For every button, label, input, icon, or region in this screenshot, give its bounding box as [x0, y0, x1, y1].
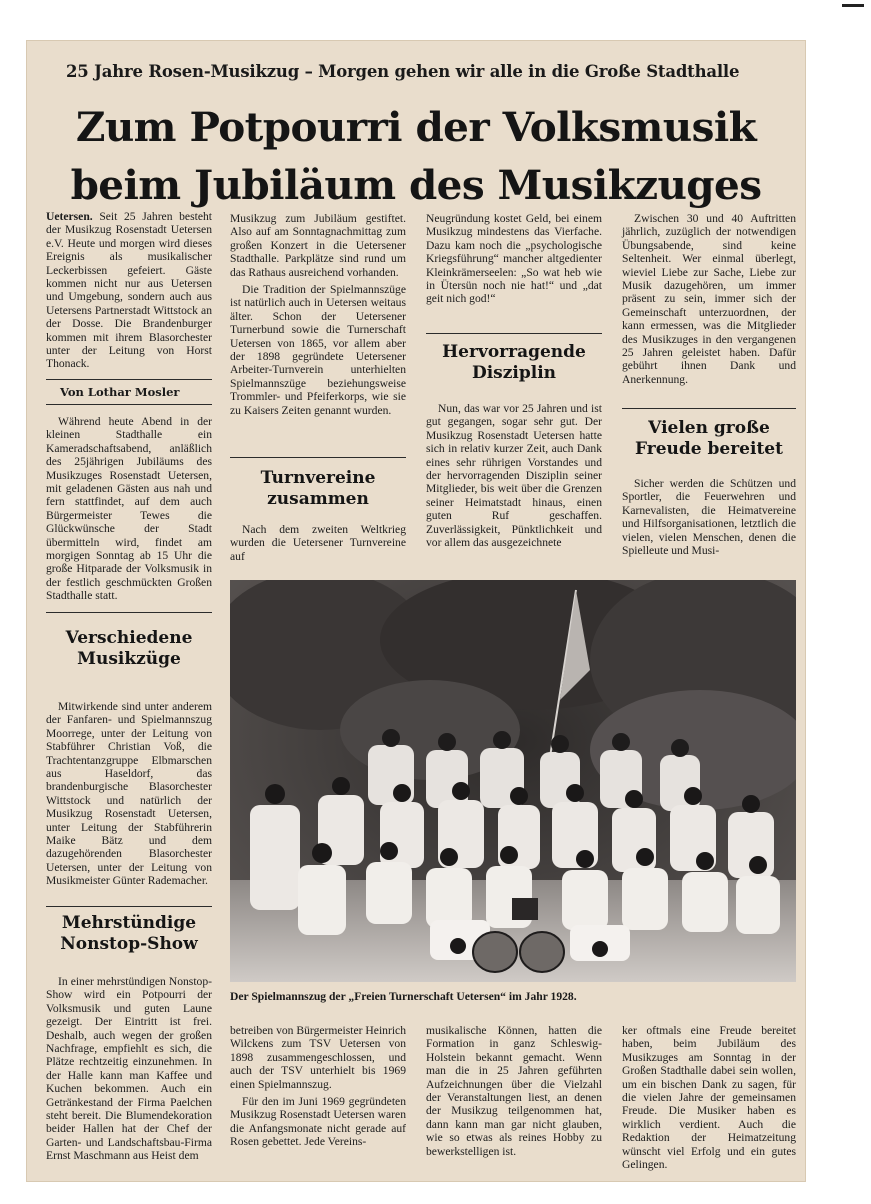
- paragraph: ker oftmals eine Freude bereitet haben, beim Jubiläum des Musikzuges am Sonntag in der Großen Stadthalle dabei sein wollen, um ein bischen Dank zu sagen, für die vielen Jahre der gemeinsamen Freude. Die Musiker haben es wirklich verdient. Auch die Redaktion der Heimatzeitung wünscht viel Erfolg und ein gutes Gelingen.: [622, 1024, 796, 1172]
- column-3-top: [426, 212, 602, 310]
- divider: [46, 379, 212, 380]
- column-2-top: [230, 212, 406, 421]
- divider: [426, 333, 602, 334]
- column-1-top: [46, 210, 212, 375]
- column-1-body: [46, 415, 212, 607]
- divider: [230, 457, 406, 458]
- corner-mark: [842, 4, 864, 7]
- subheading-nonstop: Mehrstündige Nonstop-Show: [60, 913, 198, 954]
- paragraph-intro: [46, 210, 212, 371]
- byline: Von Lothar Mosler: [60, 385, 180, 399]
- column-1-bottom: [46, 975, 212, 1167]
- paragraph: Zwischen 30 und 40 Auftritten jährlich, zuzüglich der notwendigen Übungsabende, sind keine Seltenheit. Wer einmal überlegt, wieviel Liebe zur Sache, Liebe zur Musik dazugehören, um immer präsent zu sein, immer sich der Gemeinschaft unterzuordnen, der kann ermessen, was die Mitglieder des Musikzuges in den vergangenen 25 Jahren geleistet haben. Dafür gebührt ihnen Dank und Anerkennung.: [622, 212, 796, 386]
- column-4-mid: [622, 477, 796, 561]
- photo-caption: Der Spielmannszug der „Freien Turnerschaft Uetersen“ im Jahr 1928.: [230, 990, 577, 1003]
- kicker-line: 25 Jahre Rosen-Musikzug – Morgen gehen wir alle in die Große Stadthalle: [66, 62, 740, 81]
- subheading-disziplin: Hervorragende Disziplin: [442, 342, 586, 383]
- paragraph: Mitwirkende sind unter anderem der Fanfaren- und Spielmannszug Moorrege, unter der Leitung von Stabführer Christian Voß, die Trachtentanzgruppe Elbmarschen aus Haseldorf, das brandenburgische Blasorchester Wittstock und natürlich der Musikzug Rosenstadt Uetersen, unter Leitung der Stabführerin Maike Bätz und dem dazugehörenden Blasorchester Uetersen, unter der Leitung von Musikmeister Günter Rademacher.: [46, 700, 212, 888]
- divider: [46, 906, 212, 907]
- paragraph: Musikzug zum Jubiläum gestiftet. Also auf am Sonntagnachmittag zum großen Konzert in die Uetersener Stadthalle. Parkplätze sind rund um das Rathaus ausreichend vorhanden.: [230, 212, 406, 279]
- divider: [46, 404, 212, 405]
- column-3-bottom: [426, 1024, 602, 1162]
- paragraph: In einer mehrstündigen Nonstop-Show wird ein Potpourri der Volksmusik und guten Laune gezeigt. Der Eintritt ist frei. Deshalb, auch wegen der großen Nachfrage, empfiehlt es sich, die Plätze rechtzeitig einzunehmen. In der Halle kann man Kaffee und Kuchen bekommen. Auch ein Getränkestand der Firma Paelchen steht bereit. Die Blumendekoration beider Hallen hat der Chef der Garten- und Landschaftsbau-Firma Ernst Maschmann aus Heist dem: [46, 975, 212, 1163]
- headline-line-1: Zum Potpourri der Volksmusik: [75, 103, 757, 151]
- paragraph: betreiben von Bürgermeister Heinrich Wilckens zum TSV Uetersen von 1898 zusammengeschlossen, und auch der TSV unterhielt bis 1969 einen Spielmannszug.: [230, 1024, 406, 1091]
- headline-line-2: beim Jubiläum des Musikzuges: [70, 161, 762, 209]
- column-1-mid: [46, 700, 212, 892]
- paragraph: Neugründung kostet Geld, bei einem Musikzug mindestens das Vierfache. Dazu kam noch die „psychologische Kriegsführung“ mancher altgedienter Kleinkrämerseelen: „So wat heb wie in Ütersün noch nie hat!“ und „dat geit nich god!“: [426, 212, 602, 306]
- divider: [622, 408, 796, 409]
- column-2-bottom: [230, 1024, 406, 1153]
- paragraph: Sicher werden die Schützen und Sportler, die Feuerwehren und Karnevalisten, die Heimatvereine und Hilfsorganisationen, letztlich die vielen, vielen Menschen, denen die Spielleute und Musi-: [622, 477, 796, 558]
- column-4-bottom: [622, 1024, 796, 1175]
- column-4-top: [622, 212, 796, 390]
- group-photo: [230, 580, 796, 982]
- newspaper-clipping: [26, 40, 806, 1182]
- paragraph: Nach dem zweiten Weltkrieg wurden die Uetersener Turnvereine auf: [230, 523, 406, 563]
- divider: [46, 612, 212, 613]
- paragraph: Nun, das war vor 25 Jahren und ist gut gegangen, sogar sehr gut. Der Musikzug Rosenstadt Uetersen hatte sich in relativ kurzer Zeit, auch Dank eines sehr rührigen Vorstandes und der hervorragenden Disziplin seiner Mitglieder, bis weit über die Grenzen seiner Heimatstadt hinaus, einen guten Ruf geschaffen. Zuverlässigkeit, Pünktlichkeit und vor allem das ausgezeichnete: [426, 402, 602, 550]
- column-3-mid: [426, 402, 602, 553]
- subheading-verschiedene: Verschiedene Musikzüge: [65, 628, 193, 669]
- paragraph: Für den im Juni 1969 gegründeten Musikzug Rosenstadt Uetersen waren die Anfangsmonate nicht gerade auf Rosen gebettet. Jede Vereins-: [230, 1095, 406, 1149]
- paragraph: Während heute Abend in der kleinen Stadthalle ein Kameradschaftsabend, anläßlich des 25jährigen Jubiläums des Musikzuges Rosenstadt Uetersen, mit geladenen Gästen aus nah und fern stattfindet, auf dem auch Bürgermeister Tewes die Glückwünsche der Stadt übermitteln wird, findet am morgigen Sonntag ab 15 Uhr die große Hitparade der Volksmusik in der festlich geschmückten Großen Stadthalle statt.: [46, 415, 212, 603]
- subheading-turnvereine: Turnvereine zusammen: [260, 468, 376, 509]
- intro-text: Seit 25 Jahren besteht der Musikzug Rosenstadt Uetersen e.V. Heute und morgen wird dieses Ereignis als musikalischer Leckerbissen gefeiert. Gäste kommen nicht nur aus Uetersen und Umgebung, sondern auch aus Uetersens Partnerstadt Wittstock an der Dosse. Die Brandenburger kommen mit ihrem Blasorchester unter der Leitung von Horst Thonack.: [46, 210, 212, 371]
- paragraph: musikalische Können, hatten die Formation in ganz Schleswig-Holstein bekannt gemacht. Wenn man die in 25 Jahren geführten Aufzeichnungen über die Vielzahl der Veranstaltungen liest, an denen der Musikzug teilgenommen hat, dann kann man gar nicht glauben, wie so etwas als reines Hobby zu bewerkstelligen ist.: [426, 1024, 602, 1158]
- dateline: Uetersen.: [46, 210, 93, 223]
- subheading-freude: Vielen große Freude bereitet: [635, 418, 783, 459]
- group-photo-illustration: [230, 580, 796, 982]
- headline: [46, 98, 786, 214]
- paragraph: Die Tradition der Spielmannszüge ist natürlich auch in Uetersen weitaus älter. Schon der Uetersener Turnerbund sowie die Turnerschaft Uetersen von 1865, vor allem aber der 1898 gegründete Uetersener Arbeiter-Turnverein unterhielten Spielmannszüge beziehungsweise Trommler- und Pfeiferkorps, wie sie zu Kaisers Zeiten genannt wurden.: [230, 283, 406, 417]
- column-2-mid: [230, 523, 406, 567]
